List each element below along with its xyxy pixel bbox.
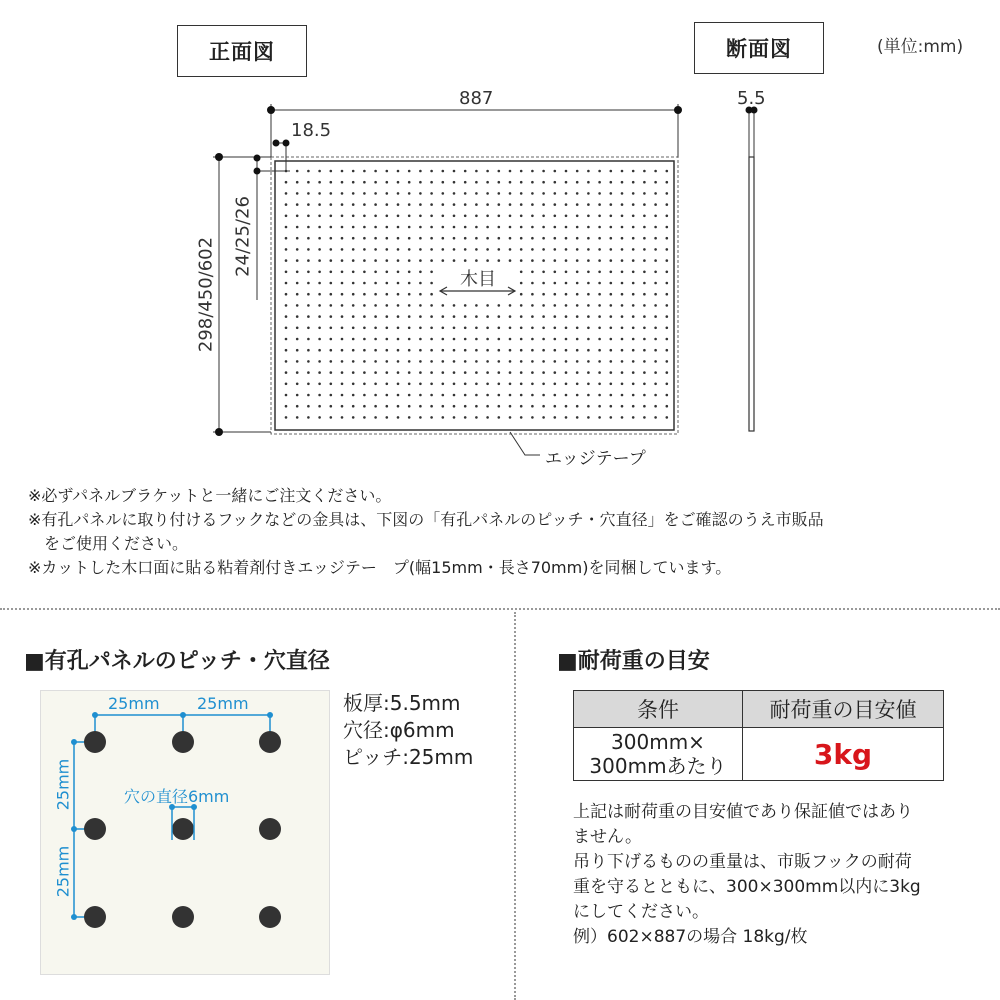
- load-section-title: ■耐荷重の目安: [557, 649, 710, 674]
- note-2: ※有孔パネルに取り付けるフックなどの金具は、下図の「有孔パネルのピッチ・穴直径」をご確認のうえ市販品: [28, 510, 824, 529]
- desc-line-5: にしてください。: [573, 902, 709, 922]
- hole-diameter-label: 穴の直径6mm: [124, 787, 230, 806]
- desc-line-4: 重を守るとともに、300×300mm以内に3kg: [573, 877, 921, 897]
- note-3: をご使用ください。: [28, 534, 189, 553]
- pitch-h2-label: 25mm: [197, 694, 249, 713]
- margin-dimension: 18.5: [291, 120, 332, 141]
- desc-line-3: 吊り下げるものの重量は、市販フックの耐荷: [573, 852, 912, 872]
- edge-offset-dimension: 24/25/26: [232, 196, 254, 277]
- load-value: 3kg: [813, 737, 873, 771]
- spec-pitch: ピッチ:25mm: [343, 745, 474, 769]
- wood-grain-label: 木目: [460, 269, 496, 290]
- note-4: ※カットした木口面に貼る粘着剤付きエッジテー プ(幅15mm・長さ70mm)を同梱しています。: [28, 558, 732, 577]
- desc-line-1: 上記は耐荷重の目安値であり保証値ではあり: [573, 802, 913, 822]
- front-view-text: 正面図: [209, 40, 275, 64]
- section-view-text: 断面図: [726, 37, 792, 61]
- pitch-v1-label: 25mm: [53, 758, 73, 811]
- width-dimension: 887: [459, 88, 494, 109]
- table-header-condition: 条件: [574, 691, 743, 728]
- load-table: [573, 690, 944, 781]
- table-cell-value: [743, 728, 944, 781]
- spec-thickness: 板厚:5.5mm: [343, 691, 461, 715]
- table-header-value: 耐荷重の目安値: [743, 691, 944, 728]
- edge-tape-label: エッジテープ: [545, 449, 646, 469]
- pitch-section-title: ■有孔パネルのピッチ・穴直径: [24, 649, 330, 674]
- thickness-dimension: 5.5: [737, 88, 766, 109]
- desc-line-6: 例）602×887の場合 18kg/枚: [573, 927, 808, 947]
- pitch-h1-label: 25mm: [108, 694, 160, 713]
- table-cell-condition: 300mm× 300mmあたり: [574, 728, 743, 781]
- unit-note: (単位:mm): [877, 37, 964, 57]
- load-description: [573, 800, 963, 950]
- desc-line-2: ません。: [573, 827, 643, 847]
- spec-hole-diameter: 穴径:φ6mm: [343, 718, 455, 742]
- pitch-holes: [84, 731, 281, 928]
- note-1: ※必ずパネルブラケットと一緒にご注文ください。: [28, 486, 392, 505]
- height-dimension: 298/450/602: [195, 236, 217, 353]
- pitch-v2-label: 25mm: [53, 845, 73, 898]
